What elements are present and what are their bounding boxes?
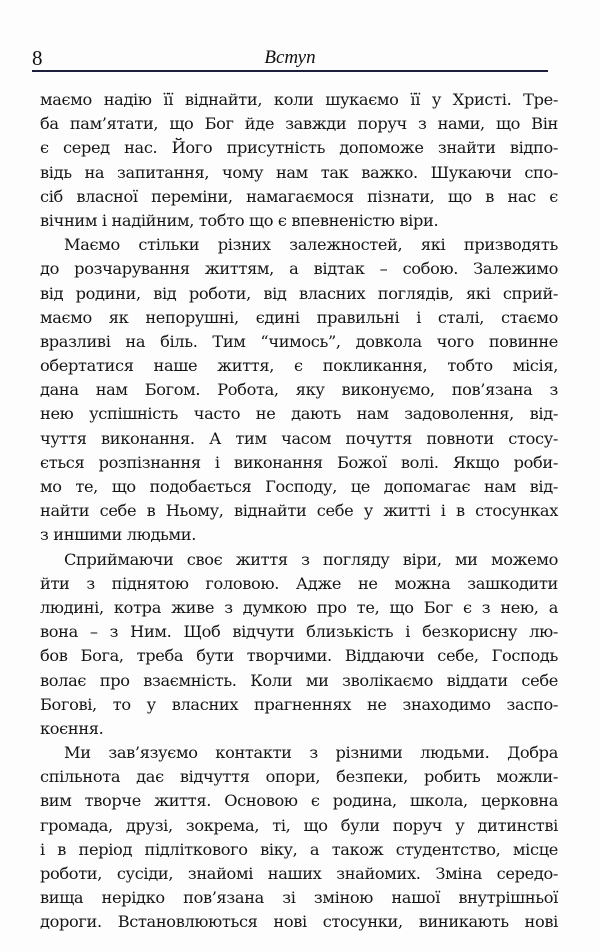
paragraph-first-line: Сприймаючи своє життя з погляду віри, ми можемо [64, 549, 558, 569]
paragraph-first-line: Маємо стільки різних залежностей, які призводять [64, 235, 558, 255]
text-line: сіб власної переміни, намагаємося пізнати, що в нас є [40, 186, 558, 206]
text-line: Богові, то у власних прагненнях не знаходимо заспо- [40, 694, 558, 714]
text-line: вища нерідко пов’язана зі зміною нашої внутрішньої [40, 888, 558, 908]
text-line: дана нам Богом. Робота, яку виконуємо, пов’язана з [40, 380, 558, 400]
text-line: дороги. Встановлюються нові стосунки, виникають нові [40, 912, 558, 932]
header-rule [32, 70, 548, 72]
paragraph-first-line: Ми зав’язуємо контакти з різними людьми. Добра [64, 743, 558, 763]
text-line: вона – з Ним. Щоб відчути близькість і безкорисну лю- [40, 622, 558, 642]
text-line: є серед нас. Його присутність допоможе знайти відпо- [40, 138, 558, 158]
text-line: спільнота дає відчуття опори, безпеки, робить можли- [40, 767, 558, 787]
text-line: і в період підліткового віку, а також студентство, місце [40, 839, 558, 859]
text-line: з иншими людьми. [40, 525, 196, 545]
text-line: відь на запитання, чому нам так важко. Шукаючи спо- [40, 162, 558, 182]
text-line: мо те, що подобається Господу, це допомагає нам від- [40, 477, 558, 496]
text-line: бов Бога, треба бути творчими. Віддаючи себе, Господь [40, 646, 558, 666]
section-title: Вступ [264, 47, 316, 68]
text-line: ється розпізнання і виконання Божої волі. Якщо роби- [40, 452, 558, 472]
running-head [32, 47, 548, 71]
text-line: маємо надію її віднайти, коли шукаємо її у Христі. Тре- [40, 90, 558, 109]
text-line: нею успішність часто не дають нам задоволення, від- [40, 404, 558, 424]
text-line: волає про взаємність. Коли ми зволікаємо віддати себе [40, 670, 558, 690]
text-line: коєння. [40, 718, 104, 738]
text-line: громада, друзі, зокрема, ті, що були поруч у дитинстві [40, 815, 558, 835]
text-line: людині, котра живе з думкою про те, що Бог є з нею, а [40, 597, 558, 617]
text-line: маємо як непорушні, єдині правильні і сталі, стаємо [40, 307, 558, 327]
text-line: вразливі на біль. Тим “чимось”, довкола чого повинне [40, 331, 558, 351]
text-line: вим творче життя. Основою є родина, школа, церковна [40, 791, 558, 811]
body-text [40, 88, 558, 935]
text-line: найти себе в Ньому, віднайти себе у житті і в стосунках [40, 501, 558, 521]
text-line: йти з піднятою головою. Адже не можна зашкодити [40, 573, 558, 593]
text-line: роботи, сусіди, знайомі наших знайомих. Зміна середо- [40, 864, 558, 883]
text-line: ба пам’ятати, що Бог йде завжди поруч з нами, що Він [40, 114, 558, 134]
text-line: до розчарування життям, а відтак – собою. Залежимо [40, 259, 558, 279]
text-line: від родини, від роботи, від власних поглядів, які сприй- [40, 283, 558, 303]
page-number: 8 [32, 46, 43, 70]
text-line: вічним і надійним, тобто що є впевненістю віри. [40, 210, 439, 230]
text-line: обертатися наше життя, є покликання, тобто місія, [40, 356, 558, 376]
text-line: чуття виконання. А тим часом почуття повноти стосу- [40, 428, 558, 448]
